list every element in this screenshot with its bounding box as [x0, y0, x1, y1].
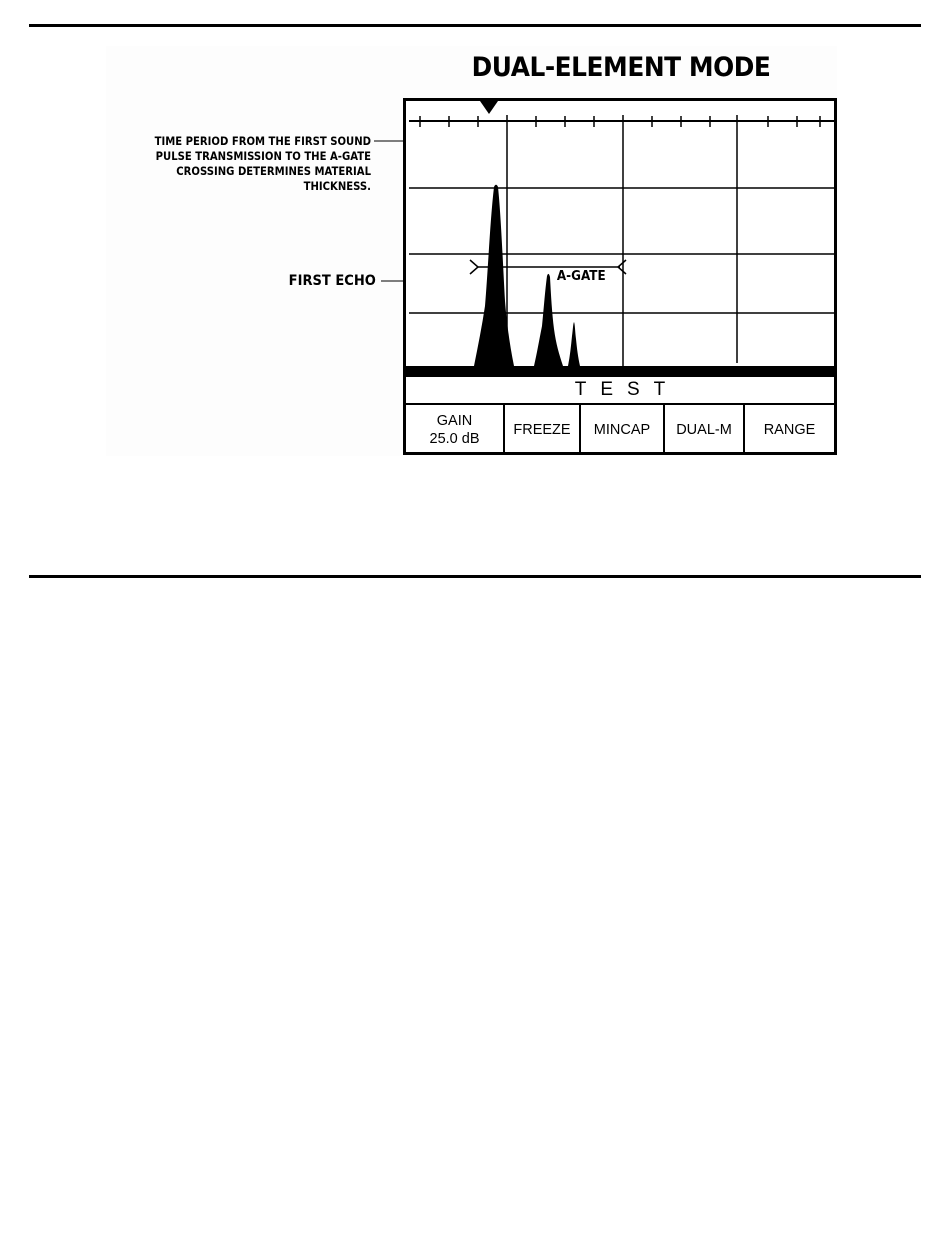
- a-scan-waveform: [406, 101, 834, 401]
- dual-m-softkey[interactable]: [665, 405, 745, 454]
- softkey-bar: [406, 403, 834, 454]
- callout-line-2: PULSE TRANSMISSION TO THE A-GATE: [155, 150, 371, 163]
- top-rule: [29, 24, 921, 27]
- softkey-label: DUAL-M: [676, 421, 732, 438]
- softkey-label: FREEZE: [513, 421, 571, 438]
- gain-value: 25.0 dB: [429, 430, 480, 447]
- softkey-label: RANGE: [763, 421, 816, 438]
- scope-baseline-band: [406, 366, 834, 377]
- figure-title: DUAL-ELEMENT MODE: [471, 52, 771, 83]
- callout-line-3: CROSSING DETERMINES MATERIAL: [176, 165, 371, 178]
- bottom-rule: [29, 575, 921, 578]
- a-gate-label: A-GATE: [556, 269, 606, 284]
- callout-line-4: THICKNESS.: [303, 180, 371, 193]
- time-period-callout: [101, 134, 371, 194]
- softkey-label: MINCAP: [593, 421, 651, 438]
- freeze-softkey[interactable]: [505, 405, 581, 454]
- second-echo-peak: [534, 274, 563, 366]
- gain-softkey[interactable]: [406, 405, 505, 454]
- horizontal-gridlines: [409, 188, 834, 313]
- offset-marker-icon: [480, 101, 498, 114]
- status-test-label: TEST: [574, 379, 680, 400]
- first-echo-peak: [474, 185, 514, 366]
- first-echo-callout: FIRST ECHO: [288, 273, 376, 289]
- softkey-label: GAIN: [436, 412, 473, 429]
- callout-line-1: TIME PERIOD FROM THE FIRST SOUND: [154, 135, 371, 148]
- mincap-softkey[interactable]: [581, 405, 665, 454]
- scope-display: [403, 98, 837, 455]
- third-echo-peak: [568, 322, 580, 366]
- range-softkey[interactable]: [745, 405, 834, 454]
